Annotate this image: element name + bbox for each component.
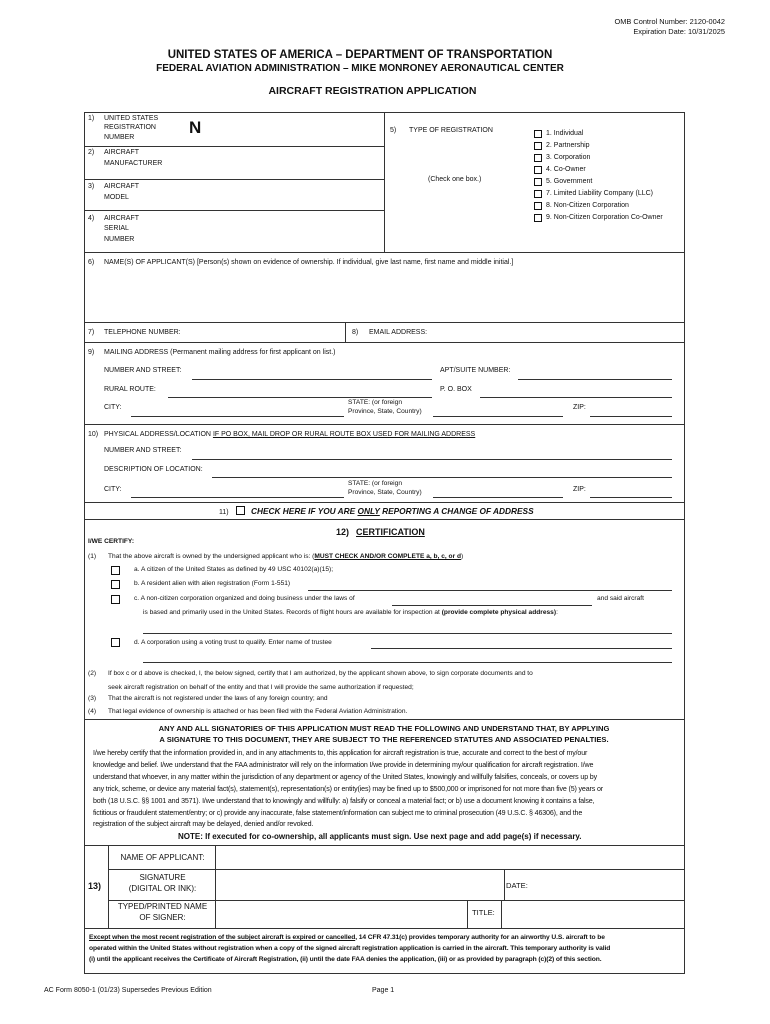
form-number: AC Form 8050-1 (01/23) Supersedes Previous Edition [44, 987, 212, 994]
mailing-address-label: MAILING ADDRESS (Permanent mailing address for first applicant on list.) [104, 349, 336, 356]
telephone-label: TELEPHONE NUMBER: [104, 329, 181, 336]
cert-2-text-a: If box c or d above is checked, I, the below signed, certify that I am authorized, by the applicant shown above, to sign corporate documents and to [108, 670, 533, 677]
field-4-label: AIRCRAFT SERIAL NUMBER [104, 215, 139, 243]
cert-2-num: (2) [88, 670, 97, 677]
mail-rural-label: RURAL ROUTE: [104, 386, 156, 393]
mail-state-label: STATE: (or foreign Province, State, Country) [348, 399, 422, 415]
temporary-authority-notice: Except when the most recent registration of the subject aircraft is expired or cancelled, 14 CFR 47.31(c) provides temporary authority for an airworthy U.S. aircraft to be operated within the United States without registration when a copy of the signed aircraft registration application is carried in the aircraft. This temporary authority is valid (i) until the applicant receives the Certificate of Aircraft Registration, (ii) until the date FAA denies the application, (iii) or as provided by paragraph (c)(2) of this section. [89, 934, 611, 964]
penalty-warning-heading: ANY AND ALL SIGNATORIES OF THIS APPLICATION MUST READ THE FOLLOWING AND UNDERSTAND THAT, BY APPLYING A SIGNATURE TO THIS DOCUMENT, THEY ARE SUBJECT TO THE REFERENCED STATUTES AND ASSOCIATED PENALTIES. [158, 724, 610, 744]
field-5-num: 5) [390, 127, 397, 134]
typed-name-input[interactable] [218, 903, 464, 926]
applicant-names-input[interactable] [88, 270, 678, 320]
cert-c-end: and said aircraft [597, 595, 644, 602]
cert-d-text: d. A corporation using a voting trust to qualify. Enter name of trustee [134, 639, 332, 646]
cert-c2-text: is based and primarily used in the United States. Records of flight hours are available for inspection at (provide complete physical address): [143, 609, 558, 616]
phys-desc-label: DESCRIPTION OF LOCATION: [104, 466, 203, 473]
field-13-num: 13) [88, 881, 102, 891]
trustee-name-input-2[interactable] [143, 662, 672, 663]
mail-pobox-input[interactable] [480, 397, 672, 398]
email-label: EMAIL ADDRESS: [369, 329, 428, 336]
checkbox[interactable] [534, 154, 542, 162]
field-10-num: 10) [88, 431, 99, 438]
field-12-num: 12) [336, 527, 350, 537]
field-2-num: 2) [88, 149, 95, 156]
cert-1-num: (1) [88, 553, 97, 560]
omb-block [614, 17, 725, 37]
cert-b-checkbox[interactable] [111, 580, 120, 589]
cert-c-checkbox[interactable] [111, 595, 120, 604]
field-4-num: 4) [88, 215, 95, 222]
phys-city-label: CITY: [104, 486, 122, 493]
date-input[interactable] [535, 872, 680, 898]
checkbox[interactable] [534, 130, 542, 138]
form-title: AIRCRAFT REGISTRATION APPLICATION [268, 85, 477, 97]
mail-zip-input[interactable] [590, 416, 672, 417]
mail-state-input[interactable] [433, 416, 563, 417]
mail-city-input[interactable] [131, 416, 344, 417]
applicant-name-label: NAME OF APPLICANT: [120, 853, 205, 862]
physical-address-label: PHYSICAL ADDRESS/LOCATION IF PO BOX, MAIL DROP OR RURAL ROUTE BOX USED FOR MAILING ADDRESS [104, 431, 476, 438]
field-2-label: AIRCRAFT MANUFACTURER [104, 149, 163, 168]
check-one-hint: (Check one box.) [428, 176, 482, 183]
page-number: Page 1 [372, 987, 395, 994]
phys-city-input[interactable] [131, 497, 344, 498]
field-6-num: 6) [88, 259, 95, 266]
cert-2-text-b: seek aircraft registration on behalf of the entity and that I will provide the same authorization if requested; [108, 684, 414, 691]
agency-subtitle: FEDERAL AVIATION ADMINISTRATION – MIKE MONRONEY AERONAUTICAL CENTER [156, 63, 564, 74]
i-we-certify: I/WE CERTIFY: [88, 538, 135, 545]
title-input[interactable] [504, 903, 680, 926]
field-3-num: 3) [88, 183, 95, 190]
checkbox[interactable] [534, 166, 542, 174]
agency-title: UNITED STATES OF AMERICA – DEPARTMENT OF TRANSPORTATION [167, 49, 553, 61]
alien-registration-input[interactable] [308, 590, 672, 591]
expiration-date: Expiration Date: 10/31/2025 [633, 26, 725, 36]
cert-3-num: (3) [88, 695, 97, 702]
field-8-num: 8) [352, 329, 359, 336]
date-label: DATE: [506, 881, 528, 890]
cert-a-text: a. A citizen of the United States as defined by 49 USC 40102(a)(15); [134, 566, 334, 573]
mail-pobox-label: P. O. BOX [440, 386, 472, 393]
checkbox[interactable] [534, 142, 542, 150]
applicant-names-label: NAME(S) OF APPLICANT(S) [Person(s) shown on evidence of ownership. If individual, give last name, first name and middle initial.] [104, 259, 514, 266]
phys-desc-input[interactable] [212, 477, 672, 478]
title-label: TITLE: [472, 908, 495, 917]
checkbox[interactable] [534, 178, 542, 186]
phys-zip-label: ZIP: [573, 486, 586, 493]
certification-title: CERTIFICATION [356, 527, 425, 537]
cert-1-text: That the above aircraft is owned by the undersigned applicant who is: (MUST CHECK AND/OR COMPLETE a, b, c, or d) [108, 553, 464, 560]
field-3-label: AIRCRAFT MODEL [104, 183, 139, 202]
cert-c-text: c. A non-citizen corporation organized and doing business under the laws of [134, 595, 355, 602]
signature-label: SIGNATURE (DIGITAL OR INK): [128, 873, 197, 893]
change-of-address-label: CHECK HERE IF YOU ARE ONLY REPORTING A CHANGE OF ADDRESS [251, 506, 534, 516]
co-ownership-note: NOTE: If executed for co-ownership, all applicants must sign. Use next page and add page(s) if necessary. [178, 832, 582, 841]
mail-apt-label: APT/SUITE NUMBER: [440, 367, 511, 374]
phys-street-label: NUMBER AND STREET: [104, 447, 182, 454]
trustee-name-input[interactable] [371, 648, 672, 649]
mail-zip-label: ZIP: [573, 404, 586, 411]
phys-state-label: STATE: (or foreign Province, State, Country) [348, 480, 422, 496]
field-9-num: 9) [88, 349, 95, 356]
change-of-address-checkbox[interactable] [236, 506, 245, 515]
cert-4-text: That legal evidence of ownership is attached or has been filed with the Federal Aviation Administration. [108, 708, 408, 715]
mail-street-input[interactable] [192, 379, 432, 380]
mail-street-label: NUMBER AND STREET: [104, 367, 182, 374]
cert-b-text: b. A resident alien with alien registration (Form 1-551) [134, 580, 291, 587]
field-1-label: UNITED STATES REGISTRATION NUMBER [104, 115, 159, 141]
signature-input[interactable] [218, 872, 500, 898]
mail-city-label: CITY: [104, 404, 122, 411]
cert-4-num: (4) [88, 708, 97, 715]
omb-control-number: OMB Control Number: 2120-0042 [614, 17, 725, 26]
cert-3-text: That the aircraft is not registered under the laws of any foreign country; and [108, 695, 328, 702]
flight-records-address-input[interactable] [143, 633, 672, 634]
field-1-num: 1) [88, 115, 95, 122]
typed-name-label: TYPED/PRINTED NAME OF SIGNER: [117, 902, 208, 922]
penalty-warning-body: I/we hereby certify that the information provided in, and in any attachments to, this application for aircraft registration is true, accurate and correct to the best of my/our knowledge and belief. I/we understand that the FAA administrator will rely on the information I/we provide in determining my/our qualification for aircraft registration. I/we understand that whoever, in any matter within the jurisdiction of any department or agency of the United States, knowingly and willfully falsifies, conceals, or covers up by any trick, scheme, or device any material fact(s), statement(s), representation(s) or entity(ies) may be fined up to $500,000 or imprisoned for not more than five (5) years or both (18 U.S.C. §§ 1001 and 3571). I/we understand that to knowingly and willfully: a) falsify or conceal a material fact; or b) use a document knowing it contains a false, fictitious or fraudulent statement/entry; or c) provide any inaccurate, false statement/information can subject me to criminal prosecution (49 U.S.C. § 46306), and the registration of the subject aircraft may be delayed, denied and/or revoked. [93, 749, 603, 829]
field-11-num: 11) [219, 509, 229, 516]
phys-zip-input[interactable] [590, 497, 672, 498]
checkbox[interactable] [534, 214, 542, 222]
phys-street-input[interactable] [192, 459, 672, 460]
registration-number-prefix[interactable]: N [189, 118, 202, 137]
checkbox[interactable] [534, 202, 542, 210]
phys-state-input[interactable] [433, 497, 563, 498]
type-of-registration-label: TYPE OF REGISTRATION [409, 127, 493, 134]
cert-a-checkbox[interactable] [111, 566, 120, 575]
applicant-name-input[interactable] [218, 848, 680, 868]
checkbox[interactable] [534, 190, 542, 198]
mail-rural-input[interactable] [168, 397, 432, 398]
mail-apt-input[interactable] [518, 379, 672, 380]
field-7-num: 7) [88, 329, 95, 336]
corporation-laws-input[interactable] [392, 605, 592, 606]
cert-d-checkbox[interactable] [111, 638, 120, 647]
